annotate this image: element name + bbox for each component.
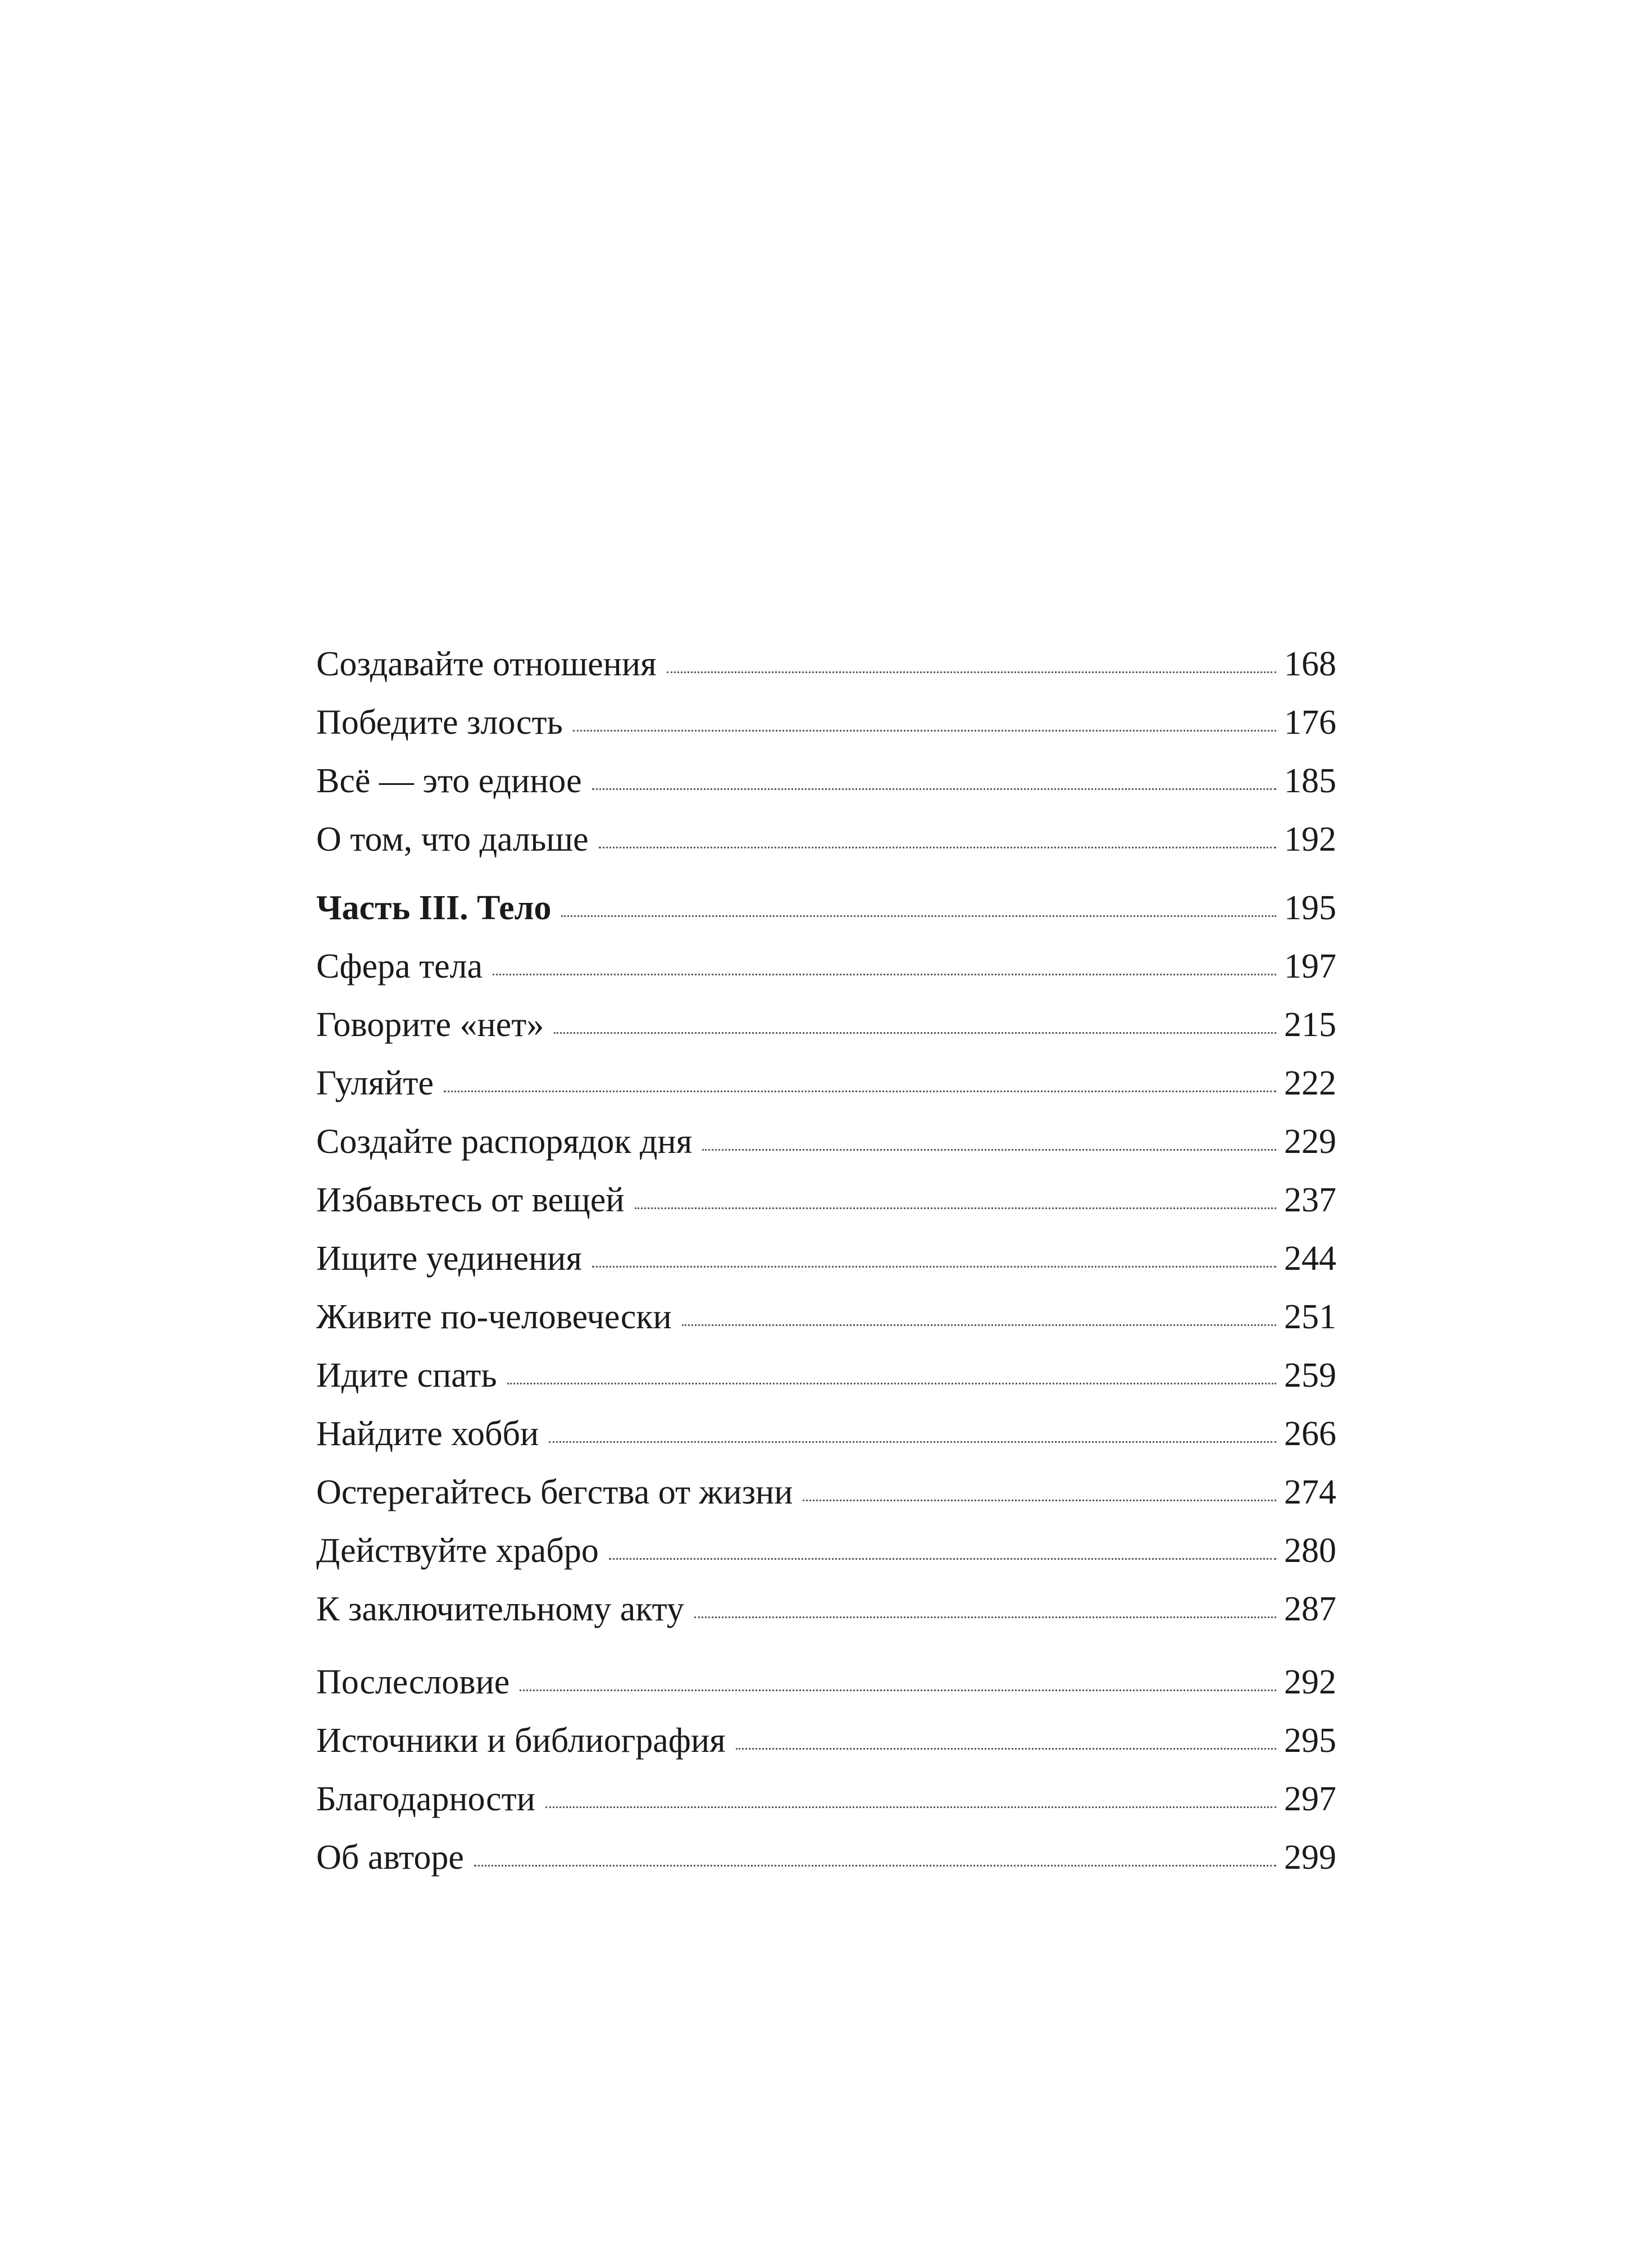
toc-entry-title: Найдите хобби: [316, 1415, 539, 1453]
toc-entry-title: Об авторе: [316, 1838, 464, 1877]
toc-entry-page: 215: [1284, 1006, 1336, 1044]
toc-entry[interactable]: [316, 693, 1336, 752]
toc-entry[interactable]: [316, 1405, 1336, 1463]
toc-entry-page: 297: [1284, 1780, 1336, 1818]
toc-entry-page: 266: [1284, 1415, 1336, 1453]
toc-entry[interactable]: [316, 1828, 1336, 1887]
dot-leader: [493, 974, 1276, 975]
dot-leader: [635, 1207, 1276, 1209]
toc-entry-page: 299: [1284, 1838, 1336, 1877]
dot-leader: [507, 1383, 1276, 1384]
table-of-contents: [316, 635, 1336, 1887]
toc-entry-title: Живите по-человечески: [316, 1298, 672, 1336]
toc-entry-title: Сфера тела: [316, 947, 483, 986]
dot-leader: [592, 788, 1276, 790]
toc-entry[interactable]: [316, 1653, 1336, 1711]
toc-entry-title: К заключительному акту: [316, 1590, 684, 1628]
toc-entry-title: Остерегайтесь бегства от жизни: [316, 1473, 793, 1511]
toc-entry-page: 274: [1284, 1473, 1336, 1511]
toc-entry-page: 287: [1284, 1590, 1336, 1628]
dot-leader: [554, 1032, 1276, 1034]
toc-entry[interactable]: [316, 1463, 1336, 1522]
dot-leader: [682, 1324, 1276, 1326]
toc-entry-title: Создавайте отношения: [316, 645, 657, 683]
toc-entry[interactable]: [316, 1288, 1336, 1346]
toc-entry-title: Идите спать: [316, 1356, 497, 1395]
toc-entry[interactable]: [316, 1770, 1336, 1828]
dot-leader: [444, 1091, 1276, 1092]
dot-leader: [520, 1690, 1276, 1691]
toc-entry[interactable]: [316, 810, 1336, 869]
toc-entry-title: Говорите «нет»: [316, 1006, 544, 1044]
dot-leader: [736, 1748, 1276, 1750]
toc-entry[interactable]: [316, 1346, 1336, 1405]
dot-leader: [545, 1806, 1276, 1808]
toc-entry-page: 259: [1284, 1356, 1336, 1395]
dot-leader: [667, 671, 1276, 673]
toc-entry-page: 244: [1284, 1239, 1336, 1278]
dot-leader: [474, 1865, 1276, 1866]
toc-entry-page: 251: [1284, 1298, 1336, 1336]
toc-entry-page: 168: [1284, 645, 1336, 683]
dot-leader: [592, 1266, 1276, 1268]
dot-leader: [702, 1149, 1276, 1151]
toc-entry-title: Создайте распорядок дня: [316, 1123, 693, 1161]
toc-entry-page: 185: [1284, 762, 1336, 800]
toc-entry-title: Послесловие: [316, 1663, 510, 1701]
toc-entry[interactable]: [316, 1229, 1336, 1288]
toc-entry-page: 176: [1284, 703, 1336, 742]
toc-entry-page: 195: [1284, 889, 1336, 927]
toc-entry-page: 292: [1284, 1663, 1336, 1701]
dot-leader: [803, 1500, 1276, 1501]
toc-entry[interactable]: [316, 1054, 1336, 1112]
toc-entry-page: 295: [1284, 1722, 1336, 1760]
toc-entry-page: 280: [1284, 1532, 1336, 1570]
toc-entry-page: 229: [1284, 1123, 1336, 1161]
toc-entry[interactable]: [316, 1112, 1336, 1171]
toc-entry-page: 197: [1284, 947, 1336, 986]
toc-entry-title: Всё — это единое: [316, 762, 582, 800]
toc-entry[interactable]: [316, 1580, 1336, 1638]
toc-entry-page: 222: [1284, 1064, 1336, 1102]
toc-entry-title: О том, что дальше: [316, 820, 589, 859]
toc-entry-title: Благодарности: [316, 1780, 535, 1818]
dot-leader: [599, 847, 1276, 848]
toc-entry-page: 237: [1284, 1181, 1336, 1219]
toc-entry[interactable]: [316, 1711, 1336, 1770]
toc-entry-page: 192: [1284, 820, 1336, 859]
toc-part-heading[interactable]: [316, 879, 1336, 937]
dot-leader: [561, 915, 1276, 917]
toc-entry[interactable]: [316, 937, 1336, 996]
toc-entry-title: Избавьтесь от вещей: [316, 1181, 625, 1219]
dot-leader: [549, 1441, 1276, 1443]
toc-entry-title: Действуйте храбро: [316, 1532, 599, 1570]
dot-leader: [609, 1558, 1276, 1560]
toc-entry-title: Победите злость: [316, 703, 563, 742]
toc-entry[interactable]: [316, 1171, 1336, 1229]
toc-entry[interactable]: [316, 635, 1336, 693]
toc-entry-title: Часть III. Тело: [316, 889, 552, 927]
dot-leader: [573, 730, 1276, 732]
toc-entry-title: Гуляйте: [316, 1064, 434, 1102]
toc-entry[interactable]: [316, 752, 1336, 810]
toc-entry-title: Ищите уединения: [316, 1239, 582, 1278]
toc-entry-title: Источники и библиография: [316, 1722, 726, 1760]
toc-entry[interactable]: [316, 996, 1336, 1054]
dot-leader: [694, 1616, 1276, 1618]
toc-entry[interactable]: [316, 1522, 1336, 1580]
